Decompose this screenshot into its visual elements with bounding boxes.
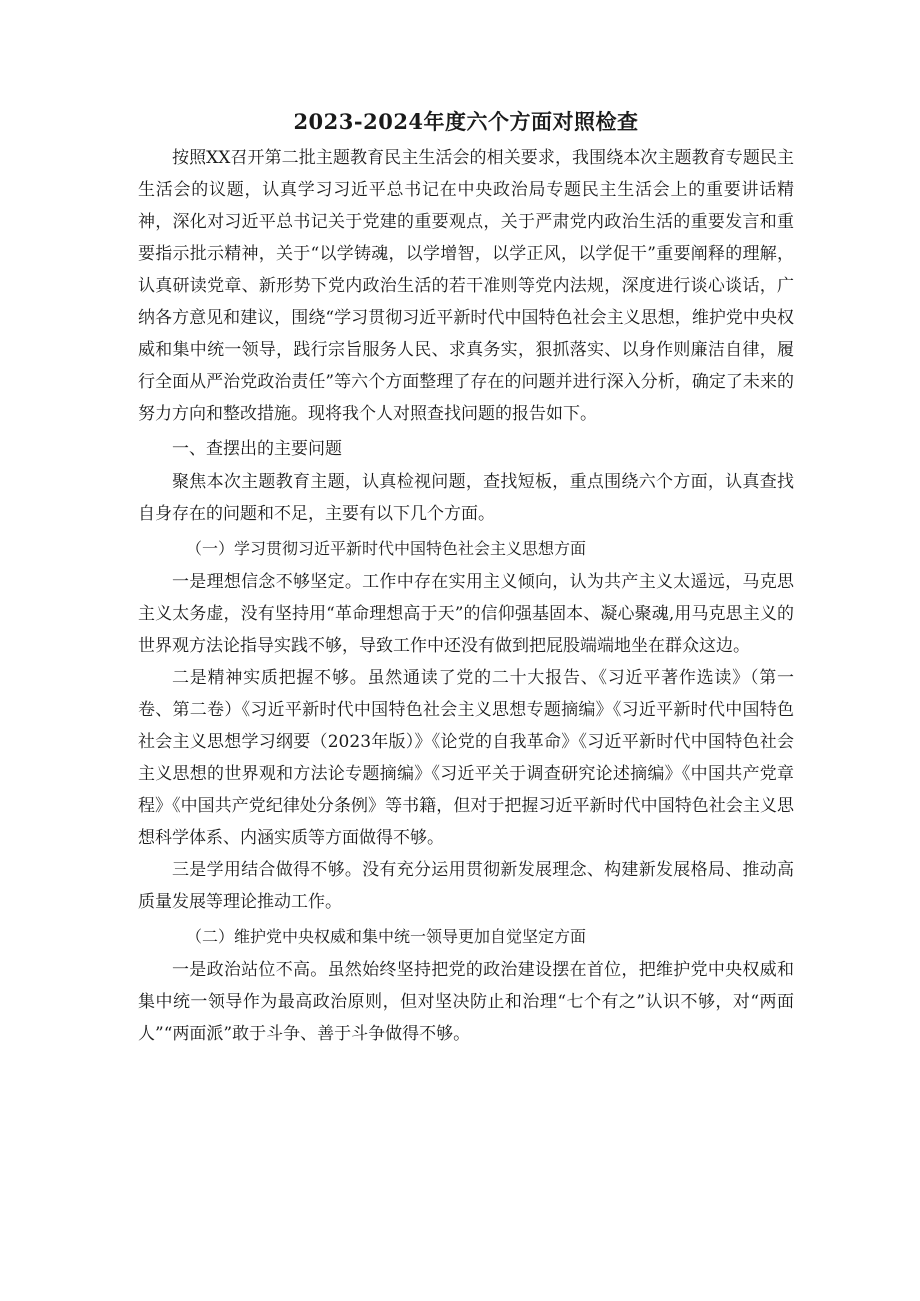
- section-intro-paragraph: 聚焦本次主题教育主题，认真检视问题，查找短板，重点围绕六个方面，认真查找自身存在的问题和不足，主要有以下几个方面。: [138, 472, 794, 524]
- problem-paragraph-1-1: 一是理想信念不够坚定。工作中存在实用主义倾向，认为共产主义太遥远，马克思主义太务虚，没有坚持用“革命理想高于天”的信仰强基固本、凝心聚魂,用马克思主义的世界观方法论指导实践不够，导致工作中还没有做到把屁股端端地坐在群众这边。: [138, 572, 794, 656]
- problem-paragraph-1-3: 三是学用结合做得不够。没有充分运用贯彻新发展理念、构建新发展格局、推动高质量发展等理论推动工作。: [138, 860, 794, 912]
- document-title: 2023-2024年度六个方面对照检查: [293, 109, 639, 134]
- subsection-heading-2: （二）维护党中央权威和集中统一领导更加自觉坚定方面: [186, 927, 587, 946]
- section-heading-problems: 一、查摆出的主要问题: [172, 439, 342, 459]
- intro-paragraph: 按照XX召开第二批主题教育民主生活会的相关要求，我围绕本次主题教育专题民主生活会的议题，认真学习习近平总书记在中央政治局专题民主生活会上的重要讲话精神，深化对习近平总书记关于党建的重要观点，关于严肃党内政治生活的重要发言和重要指示批示精神，关于“以学铸魂，以学增智，以学正风，以学促干”重要阐释的理解，认真研读党章、新形势下党内政治生活的若干准则等党内法规，深度进行谈心谈话，广纳各方意见和建议，围绕“学习贯彻习近平新时代中国特色社会主义思想，维护党中央权威和集中统一领导，践行宗旨服务人民、求真务实，狠抓落实、以身作则廉洁自律，履行全面从严治党政治责任”等六个方面整理了存在的问题并进行深入分析，确定了未来的努力方向和整改措施。现将我个人对照查找问题的报告如下。: [138, 148, 794, 424]
- document-body: [138, 102, 794, 1050]
- problem-paragraph-1-2: 二是精神实质把握不够。虽然通读了党的二十大报告、《习近平著作选读》（第一卷、第二卷）《习近平新时代中国特色社会主义思想专题摘编》《习近平新时代中国特色社会主义思想学习纲要（2023年版）》《论党的自我革命》《习近平新时代中国特色社会主义思想的世界观和方法论专题摘编》《习近平关于调查研究论述摘编》《中国共产党章程》《中国共产党纪律处分条例》等书籍，但对于把握习近平新时代中国特色社会主义思想科学体系、内涵实质等方面做得不够。: [138, 668, 794, 848]
- subsection-heading-1: （一）学习贯彻习近平新时代中国特色社会主义思想方面: [186, 539, 587, 558]
- problem-paragraph-2-1: 一是政治站位不高。虽然始终坚持把党的政治建设摆在首位，把维护党中央权威和集中统一领导作为最高政治原则，但对坚决防止和治理“七个有之”认识不够，对“两面人”“两面派”敢于斗争、善于斗争做得不够。: [138, 960, 794, 1044]
